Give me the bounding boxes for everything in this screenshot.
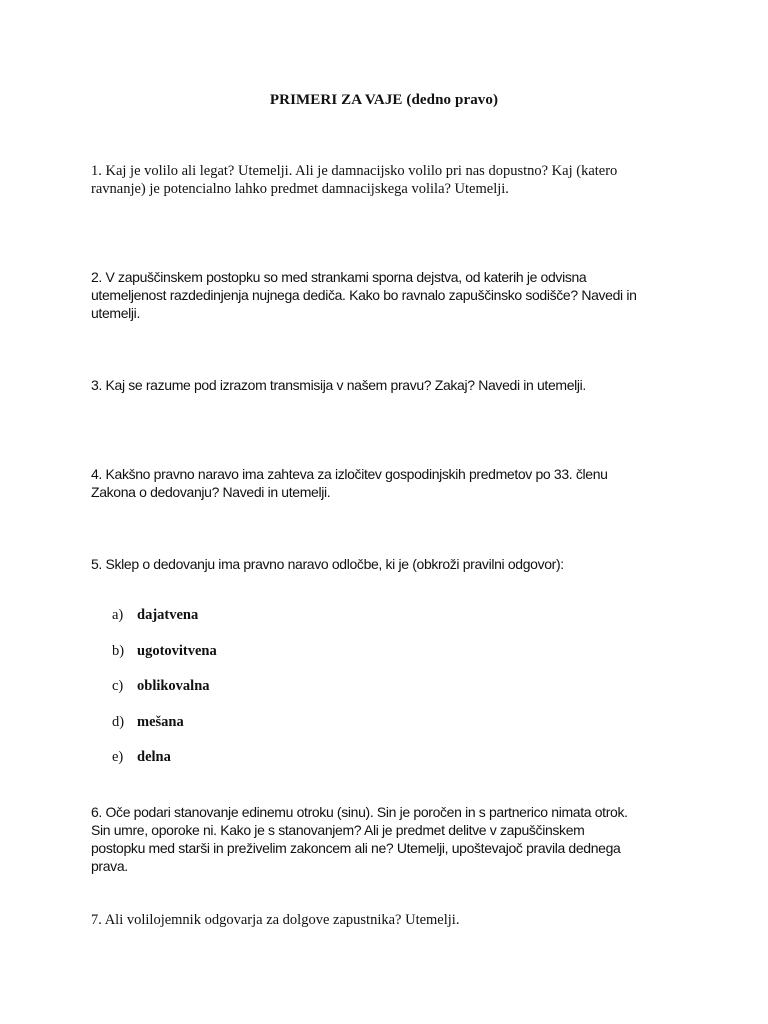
question-7 <box>91 911 691 929</box>
option-letter: c) <box>112 678 124 694</box>
option-text: mešana <box>137 713 184 730</box>
question-3 <box>91 376 691 394</box>
option-text: dajatvena <box>137 607 199 623</box>
question-line: 5. Sklep o dedovanju ima pravno naravo odločbe, ki je (obkroži pravilni odgovor): <box>91 556 564 572</box>
question-line: Sin umre, oporoke ni. Kako je s stanovanjem? Ali je predmet delitve v zapuščinskem <box>91 822 585 838</box>
question-4 <box>91 465 691 501</box>
option-letter: e) <box>112 749 124 765</box>
question-line: 2. V zapuščinskem postopku so med strankami sporna dejstva, od katerih je odvisna <box>91 269 587 285</box>
answer-option-d[interactable] <box>112 714 217 750</box>
question-line: postopku med starši in preživelim zakoncem ali ne? Utemelji, upoštevajoč pravila dednega <box>91 840 621 856</box>
question-6 <box>91 803 691 875</box>
question-line: utemeljenost razdedinjenja nujnega dediča. Kako bo ravnalo zapuščinsko sodišče? Navedi in <box>91 287 637 303</box>
question-1 <box>91 162 691 198</box>
answer-option-a[interactable] <box>112 607 217 643</box>
option-text: delna <box>137 749 171 765</box>
option-text: ugotovitvena <box>137 642 217 659</box>
question-line: ravnanje) je potencialno lahko predmet damnacijskega volila? Utemelji. <box>91 181 509 197</box>
question-line: utemelji. <box>91 305 140 321</box>
question-2 <box>91 268 691 322</box>
option-letter: d) <box>112 713 125 730</box>
question-line: prava. <box>91 858 128 874</box>
question-line: 3. Kaj se razume pod izrazom transmisija v našem pravu? Zakaj? Navedi in utemelji. <box>91 377 586 393</box>
option-text: oblikovalna <box>137 678 210 694</box>
option-letter: a) <box>112 607 124 623</box>
question-line: 4. Kakšno pravno naravo ima zahteva za izločitev gospodinjskih predmetov po 33. členu <box>91 466 608 482</box>
option-letter: b) <box>112 642 125 659</box>
answer-option-b[interactable] <box>112 643 217 679</box>
question-line: 6. Oče podari stanovanje edinemu otroku (sinu). Sin je poročen in s partnerico nimata otrok. <box>91 804 628 820</box>
question-line: 7. Ali volilojemnik odgovarja za dolgove zapustnika? Utemelji. <box>91 912 460 928</box>
document-title: PRIMERI ZA VAJE (dedno pravo) <box>269 92 499 108</box>
question-line: 1. Kaj je volilo ali legat? Utemelji. Ali je damnacijsko volilo pri nas dopustno? Kaj (katero <box>91 163 618 179</box>
question-line: Zakona o dedovanju? Navedi in utemelji. <box>91 484 331 500</box>
answer-options <box>112 607 217 785</box>
question-5 <box>91 555 691 573</box>
answer-option-c[interactable] <box>112 678 217 714</box>
answer-option-e[interactable] <box>112 749 217 785</box>
